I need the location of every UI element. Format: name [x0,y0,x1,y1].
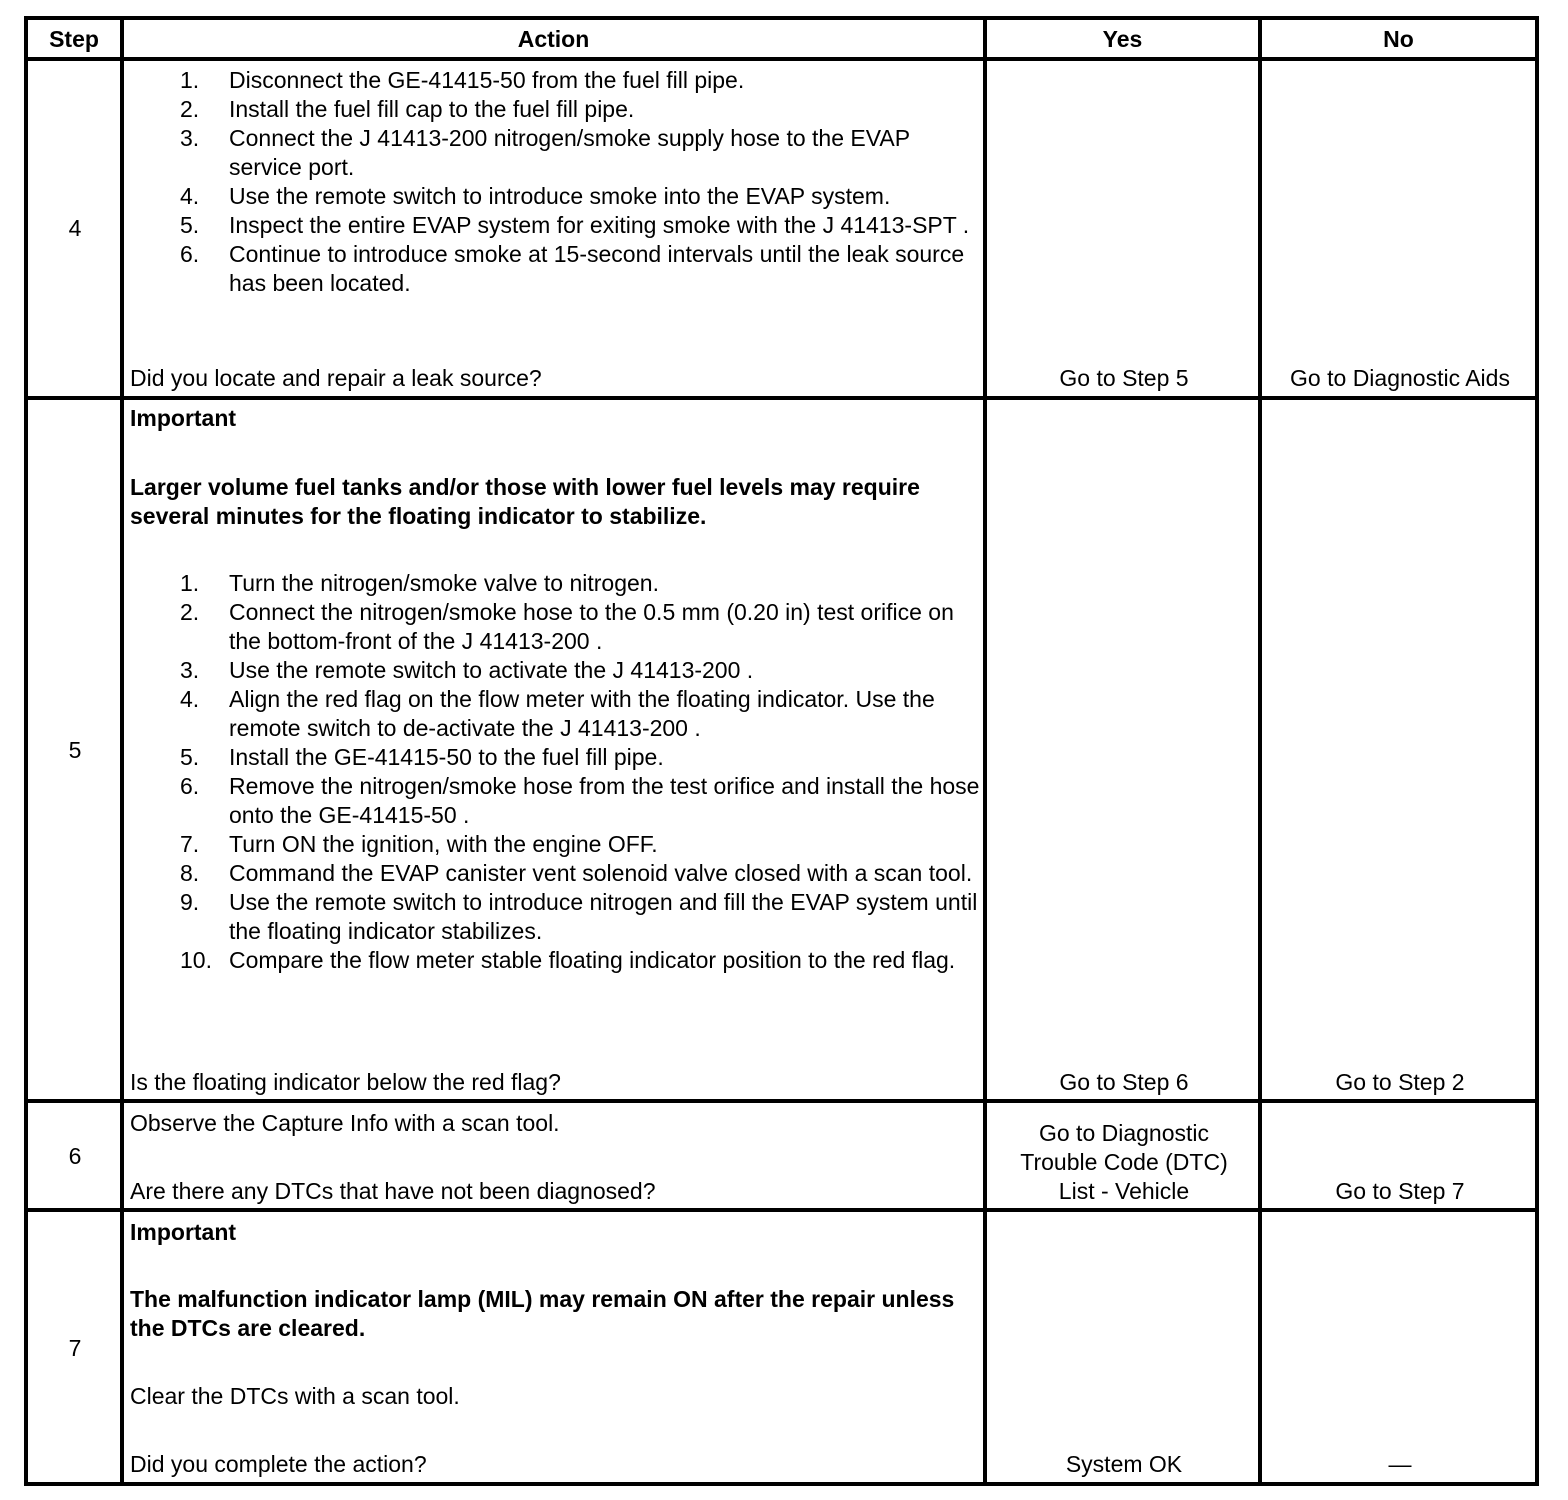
list-item [130,182,980,211]
list-number: 1. [180,67,200,93]
yes-cell [990,1119,1258,1206]
action-text: Clear the DTCs with a scan tool. [130,1383,460,1409]
list-item [130,240,980,298]
no-cell: Go to Step 2 [1335,1069,1465,1095]
yes-cell: Go to Step 6 [1059,1069,1189,1095]
yes-line: List - Vehicle [1058,1178,1190,1204]
list-item [130,830,980,859]
procedure-list [130,66,980,298]
procedure-list [130,569,980,975]
list-text: Connect the nitrogen/smoke hose to the 0.5 mm (0.20 in) test orifice on the bottom-front of the J 41413-200 . [229,599,954,654]
question-text: Did you complete the action? [130,1451,427,1477]
list-text: Use the remote switch to activate the J 41413-200 . [229,657,754,683]
list-text: Continue to introduce smoke at 15-second intervals until the leak source has been located. [229,241,965,296]
list-text: Compare the flow meter stable floating indicator position to the red flag. [229,947,956,973]
no-cell: — [1388,1451,1412,1477]
list-text: Align the red flag on the flow meter with the floating indicator. Use the remote switch to de-activate the J 41413-200 . [229,686,935,741]
list-text: Inspect the entire EVAP system for exiting smoke with the J 41413-SPT . [229,212,970,238]
list-item [130,95,980,124]
list-number: 10. [180,947,212,973]
list-item [130,569,980,598]
list-number: 1. [180,570,200,596]
table-border-right [1535,16,1539,1486]
important-text: The malfunction indicator lamp (MIL) may remain ON after the repair unless the DTCs are cleared. [130,1286,955,1341]
list-item [130,211,980,240]
list-text: Remove the nitrogen/smoke hose from the test orifice and install the hose onto the GE-41415-50 . [229,773,980,828]
column-divider [983,16,987,1486]
list-text: Use the remote switch to introduce smoke into the EVAP system. [229,183,891,209]
list-number: 7. [180,831,200,857]
list-item [130,656,980,685]
list-item [130,859,980,888]
list-text: Install the fuel fill cap to the fuel fill pipe. [229,96,635,122]
list-text: Use the remote switch to introduce nitrogen and fill the EVAP system until the floating indicator stabilizes. [229,889,978,944]
row-divider [24,1099,1539,1103]
list-item [130,598,980,656]
list-item [130,66,980,95]
step-number: 6 [68,1143,82,1169]
question-text: Are there any DTCs that have not been diagnosed? [130,1178,656,1204]
list-text: Command the EVAP canister vent solenoid valve closed with a scan tool. [229,860,973,886]
yes-line: Trouble Code (DTC) [1020,1149,1228,1175]
list-item [130,772,980,830]
header-step: Step [49,26,99,52]
header-no: No [1383,26,1414,52]
important-label: Important [130,1219,237,1245]
list-number: 5. [180,744,200,770]
list-number: 5. [180,212,200,238]
important-label: Important [130,405,237,431]
table-border-bottom [24,1482,1539,1486]
list-number: 2. [180,96,200,122]
list-number: 8. [180,860,200,886]
list-item [130,685,980,743]
header-action: Action [517,26,590,52]
column-divider [1258,16,1262,1486]
no-cell: Go to Step 7 [1335,1178,1465,1204]
yes-line: Go to Diagnostic [1038,1120,1210,1146]
list-number: 3. [180,657,200,683]
list-item [130,124,980,182]
list-number: 4. [180,686,200,712]
list-number: 9. [180,889,200,915]
yes-cell: Go to Step 5 [1059,365,1189,391]
question-text: Is the floating indicator below the red flag? [130,1069,561,1095]
list-number: 3. [180,125,200,151]
list-item [130,888,980,946]
list-item [130,946,980,975]
list-text: Disconnect the GE-41415-50 from the fuel fill pipe. [229,67,745,93]
action-text: Observe the Capture Info with a scan tool. [130,1110,560,1136]
yes-cell: System OK [1065,1451,1183,1477]
list-number: 6. [180,241,200,267]
header-yes: Yes [1102,26,1143,52]
step-number: 5 [68,737,82,763]
action-cell [130,66,980,298]
question-text: Did you locate and repair a leak source? [130,365,542,391]
list-number: 4. [180,183,200,209]
step-number: 7 [68,1335,82,1361]
list-item [130,743,980,772]
action-cell [130,569,980,975]
step-number: 4 [68,215,82,241]
row-divider [24,396,1539,400]
list-number: 2. [180,599,200,625]
list-number: 6. [180,773,200,799]
row-divider [24,1208,1539,1212]
list-text: Install the GE-41415-50 to the fuel fill pipe. [229,744,664,770]
important-text: Larger volume fuel tanks and/or those with lower fuel levels may require several minutes for the floating indicator to stabilize. [130,474,920,529]
list-text: Turn ON the ignition, with the engine OFF. [229,831,658,857]
no-cell: Go to Diagnostic Aids [1290,365,1510,391]
list-text: Connect the J 41413-200 nitrogen/smoke supply hose to the EVAP service port. [229,125,910,180]
list-text: Turn the nitrogen/smoke valve to nitrogen. [229,570,659,596]
